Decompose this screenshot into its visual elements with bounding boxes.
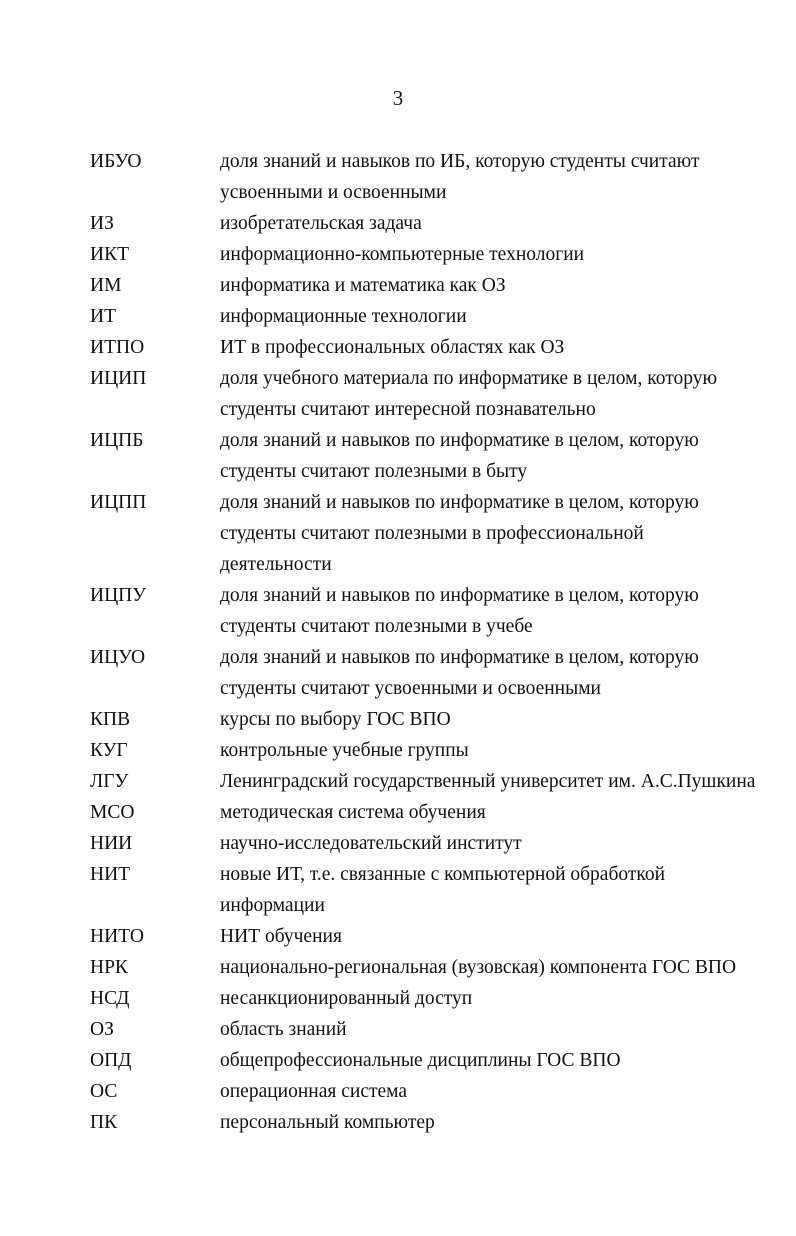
- abbreviation-term: ОЗ: [90, 1019, 114, 1040]
- definition-line: операционная система: [220, 1081, 408, 1102]
- page-number: 3: [392, 86, 404, 110]
- glossary-entry: [0, 146, 796, 208]
- abbreviation-term: ИБУО: [90, 151, 142, 172]
- abbreviation-term: ПК: [90, 1112, 118, 1133]
- glossary-entry: [0, 797, 796, 828]
- definition-line: научно-исследовательский институт: [220, 833, 522, 854]
- glossary-entry: [0, 239, 796, 270]
- abbreviation-term: НИТО: [90, 926, 144, 947]
- abbreviation-list: [0, 146, 796, 1138]
- abbreviation-term: МСО: [90, 802, 135, 823]
- glossary-entry: [0, 735, 796, 766]
- glossary-entry: [0, 766, 796, 797]
- abbreviation-definition: [220, 983, 780, 1014]
- glossary-entry: [0, 1076, 796, 1107]
- glossary-entry: [0, 208, 796, 239]
- abbreviation-definition: [220, 363, 780, 425]
- abbreviation-definition: [220, 952, 780, 983]
- definition-line: методическая система обучения: [220, 802, 486, 823]
- abbreviation-definition: [220, 487, 780, 580]
- abbreviation-term: ИЦИП: [90, 368, 147, 389]
- definition-line: контрольные учебные группы: [220, 740, 469, 761]
- abbreviation-definition: [220, 704, 780, 735]
- abbreviation-term: ИЗ: [90, 213, 114, 234]
- abbreviation-term: ОПД: [90, 1050, 132, 1071]
- glossary-entry: [0, 363, 796, 425]
- definition-line: усвоенными и освоенными: [220, 182, 447, 203]
- abbreviation-term: ЛГУ: [90, 771, 129, 792]
- definition-line: студенты считают полезными в профессиональной: [220, 523, 644, 544]
- abbreviation-definition: [220, 332, 780, 363]
- abbreviation-definition: [220, 208, 780, 239]
- abbreviation-definition: [220, 828, 780, 859]
- abbreviation-term: ИТ: [90, 306, 116, 327]
- abbreviation-term: ИКТ: [90, 244, 129, 265]
- definition-line: информации: [220, 895, 325, 916]
- glossary-entry: [0, 828, 796, 859]
- abbreviation-term: ИЦПУ: [90, 585, 147, 606]
- glossary-entry: [0, 1014, 796, 1045]
- definition-line: доля знаний и навыков по информатике в целом, которую: [220, 585, 699, 606]
- definition-line: студенты считают полезными в учебе: [220, 616, 533, 637]
- definition-line: деятельности: [220, 554, 332, 575]
- abbreviation-term: ИЦУО: [90, 647, 146, 668]
- glossary-entry: [0, 301, 796, 332]
- definition-line: информационные технологии: [220, 306, 467, 327]
- definition-line: персональный компьютер: [220, 1112, 435, 1133]
- abbreviation-definition: [220, 270, 780, 301]
- abbreviation-term: ИТПО: [90, 337, 145, 358]
- glossary-entry: [0, 487, 796, 580]
- glossary-entry: [0, 580, 796, 642]
- glossary-entry: [0, 859, 796, 921]
- abbreviation-definition: [220, 1014, 780, 1045]
- abbreviation-definition: [220, 921, 780, 952]
- definition-line: информационно-компьютерные технологии: [220, 244, 585, 265]
- definition-line: НИТ обучения: [220, 926, 342, 947]
- definition-line: студенты считают интересной познавательно: [220, 399, 596, 420]
- abbreviation-definition: [220, 642, 780, 704]
- definition-line: доля знаний и навыков по ИБ, которую студенты считают: [220, 151, 700, 172]
- definition-line: национально-региональная (вузовская) компонента ГОС ВПО: [220, 957, 737, 978]
- definition-line: доля знаний и навыков по информатике в целом, которую: [220, 647, 699, 668]
- abbreviation-definition: [220, 301, 780, 332]
- definition-line: Ленинградский государственный университет им. А.С.Пушкина: [220, 771, 756, 792]
- definition-line: несанкционированный доступ: [220, 988, 473, 1009]
- abbreviation-term: ОС: [90, 1081, 118, 1102]
- glossary-entry: [0, 921, 796, 952]
- abbreviation-term: КПВ: [90, 709, 131, 730]
- glossary-entry: [0, 270, 796, 301]
- definition-line: доля знаний и навыков по информатике в целом, которую: [220, 430, 699, 451]
- glossary-entry: [0, 1045, 796, 1076]
- glossary-entry: [0, 642, 796, 704]
- abbreviation-definition: [220, 146, 780, 208]
- glossary-entry: [0, 425, 796, 487]
- definition-line: новые ИТ, т.е. связанные с компьютерной обработкой: [220, 864, 666, 885]
- abbreviation-definition: [220, 1107, 780, 1138]
- definition-line: курсы по выбору ГОС ВПО: [220, 709, 451, 730]
- abbreviation-definition: [220, 1076, 780, 1107]
- abbreviation-term: НИТ: [90, 864, 131, 885]
- glossary-entry: [0, 332, 796, 363]
- abbreviation-definition: [220, 735, 780, 766]
- definition-line: область знаний: [220, 1019, 347, 1040]
- abbreviation-term: ИМ: [90, 275, 122, 296]
- abbreviation-term: ИЦПБ: [90, 430, 144, 451]
- definition-line: доля знаний и навыков по информатике в целом, которую: [220, 492, 699, 513]
- abbreviation-term: НСД: [90, 988, 130, 1009]
- glossary-entry: [0, 1107, 796, 1138]
- abbreviation-definition: [220, 859, 780, 921]
- definition-line: студенты считают усвоенными и освоенными: [220, 678, 601, 699]
- abbreviation-term: ИЦПП: [90, 492, 147, 513]
- glossary-entry: [0, 952, 796, 983]
- definition-line: ИТ в профессиональных областях как ОЗ: [220, 337, 565, 358]
- abbreviation-term: НРК: [90, 957, 128, 978]
- glossary-entry: [0, 983, 796, 1014]
- abbreviation-term: КУГ: [90, 740, 128, 761]
- abbreviation-definition: [220, 766, 780, 797]
- definition-line: общепрофессиональные дисциплины ГОС ВПО: [220, 1050, 621, 1071]
- abbreviation-definition: [220, 797, 780, 828]
- definition-line: изобретательская задача: [220, 213, 422, 234]
- definition-line: доля учебного материала по информатике в целом, которую: [220, 368, 718, 389]
- definition-line: информатика и математика как ОЗ: [220, 275, 506, 296]
- abbreviation-definition: [220, 425, 780, 487]
- abbreviation-term: НИИ: [90, 833, 133, 854]
- glossary-entry: [0, 704, 796, 735]
- definition-line: студенты считают полезными в быту: [220, 461, 528, 482]
- abbreviation-definition: [220, 1045, 780, 1076]
- abbreviation-definition: [220, 580, 780, 642]
- abbreviation-definition: [220, 239, 780, 270]
